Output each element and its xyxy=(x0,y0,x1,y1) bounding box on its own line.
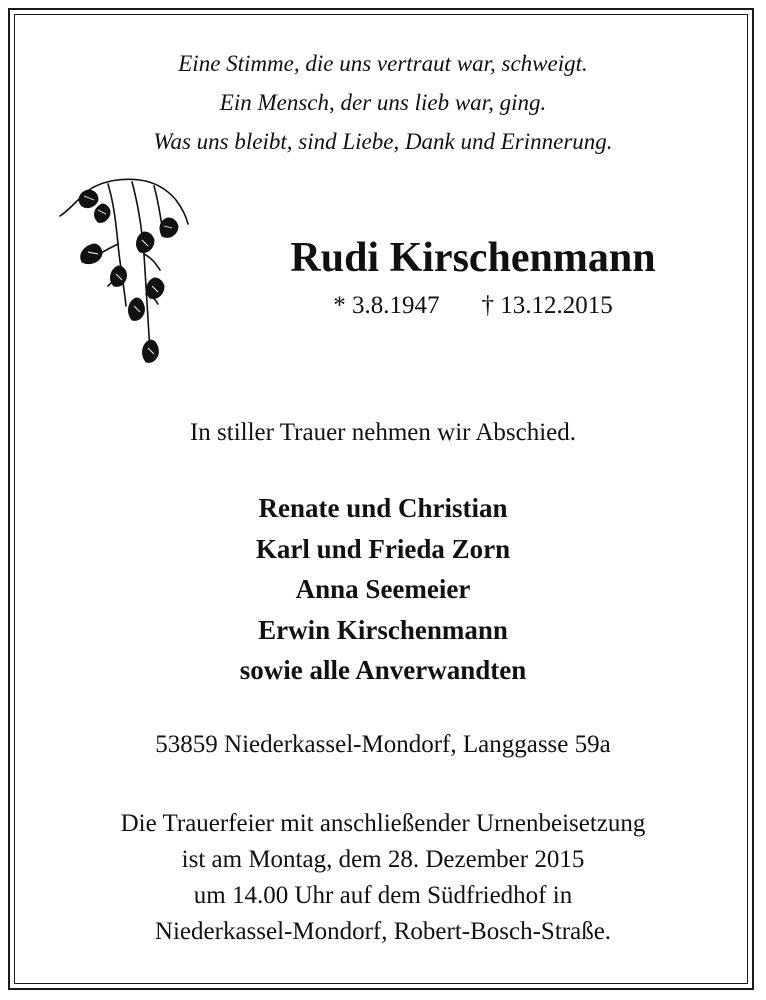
mourner-name: Renate und Christian xyxy=(258,493,508,523)
mourner-name: sowie alle Anverwandten xyxy=(239,655,527,685)
family-address: 53859 Niederkassel-Mondorf, Langgasse 59a xyxy=(155,731,611,758)
birth-date: * 3.8.1947 xyxy=(333,292,440,319)
motto-line: Eine Stimme, die uns vertraut war, schweigt. xyxy=(178,51,588,76)
motto-line: Ein Mensch, der uns lieb war, ging. xyxy=(219,90,547,115)
ceremony-details xyxy=(0,806,766,950)
mourner-name: Karl und Frieda Zorn xyxy=(255,533,511,564)
birch-branch-icon xyxy=(58,174,198,384)
motto-verse xyxy=(0,44,766,161)
life-dates xyxy=(180,289,766,323)
ceremony-line: um 14.00 Uhr auf dem Südfriedhof in xyxy=(193,882,573,909)
mourner-name: Anna Seemeier xyxy=(295,574,471,604)
ceremony-line: Die Trauerfeier mit anschließender Urnenbeisetzung xyxy=(120,810,646,837)
ceremony-line: ist am Montag, dem 28. Dezember 2015 xyxy=(181,846,585,873)
death-date: † 13.12.2015 xyxy=(481,292,613,319)
ceremony-line: Niederkassel-Mondorf, Robert-Bosch-Straße. xyxy=(154,918,612,945)
deceased-name: Rudi Kirschenmann xyxy=(290,235,656,281)
farewell-text: In stiller Trauer nehmen wir Abschied. xyxy=(189,419,577,446)
motto-line: Was uns bleibt, sind Liebe, Dank und Erinnerung. xyxy=(153,129,613,154)
mourner-name: Erwin Kirschenmann xyxy=(258,614,508,645)
mourners-list xyxy=(0,488,766,691)
